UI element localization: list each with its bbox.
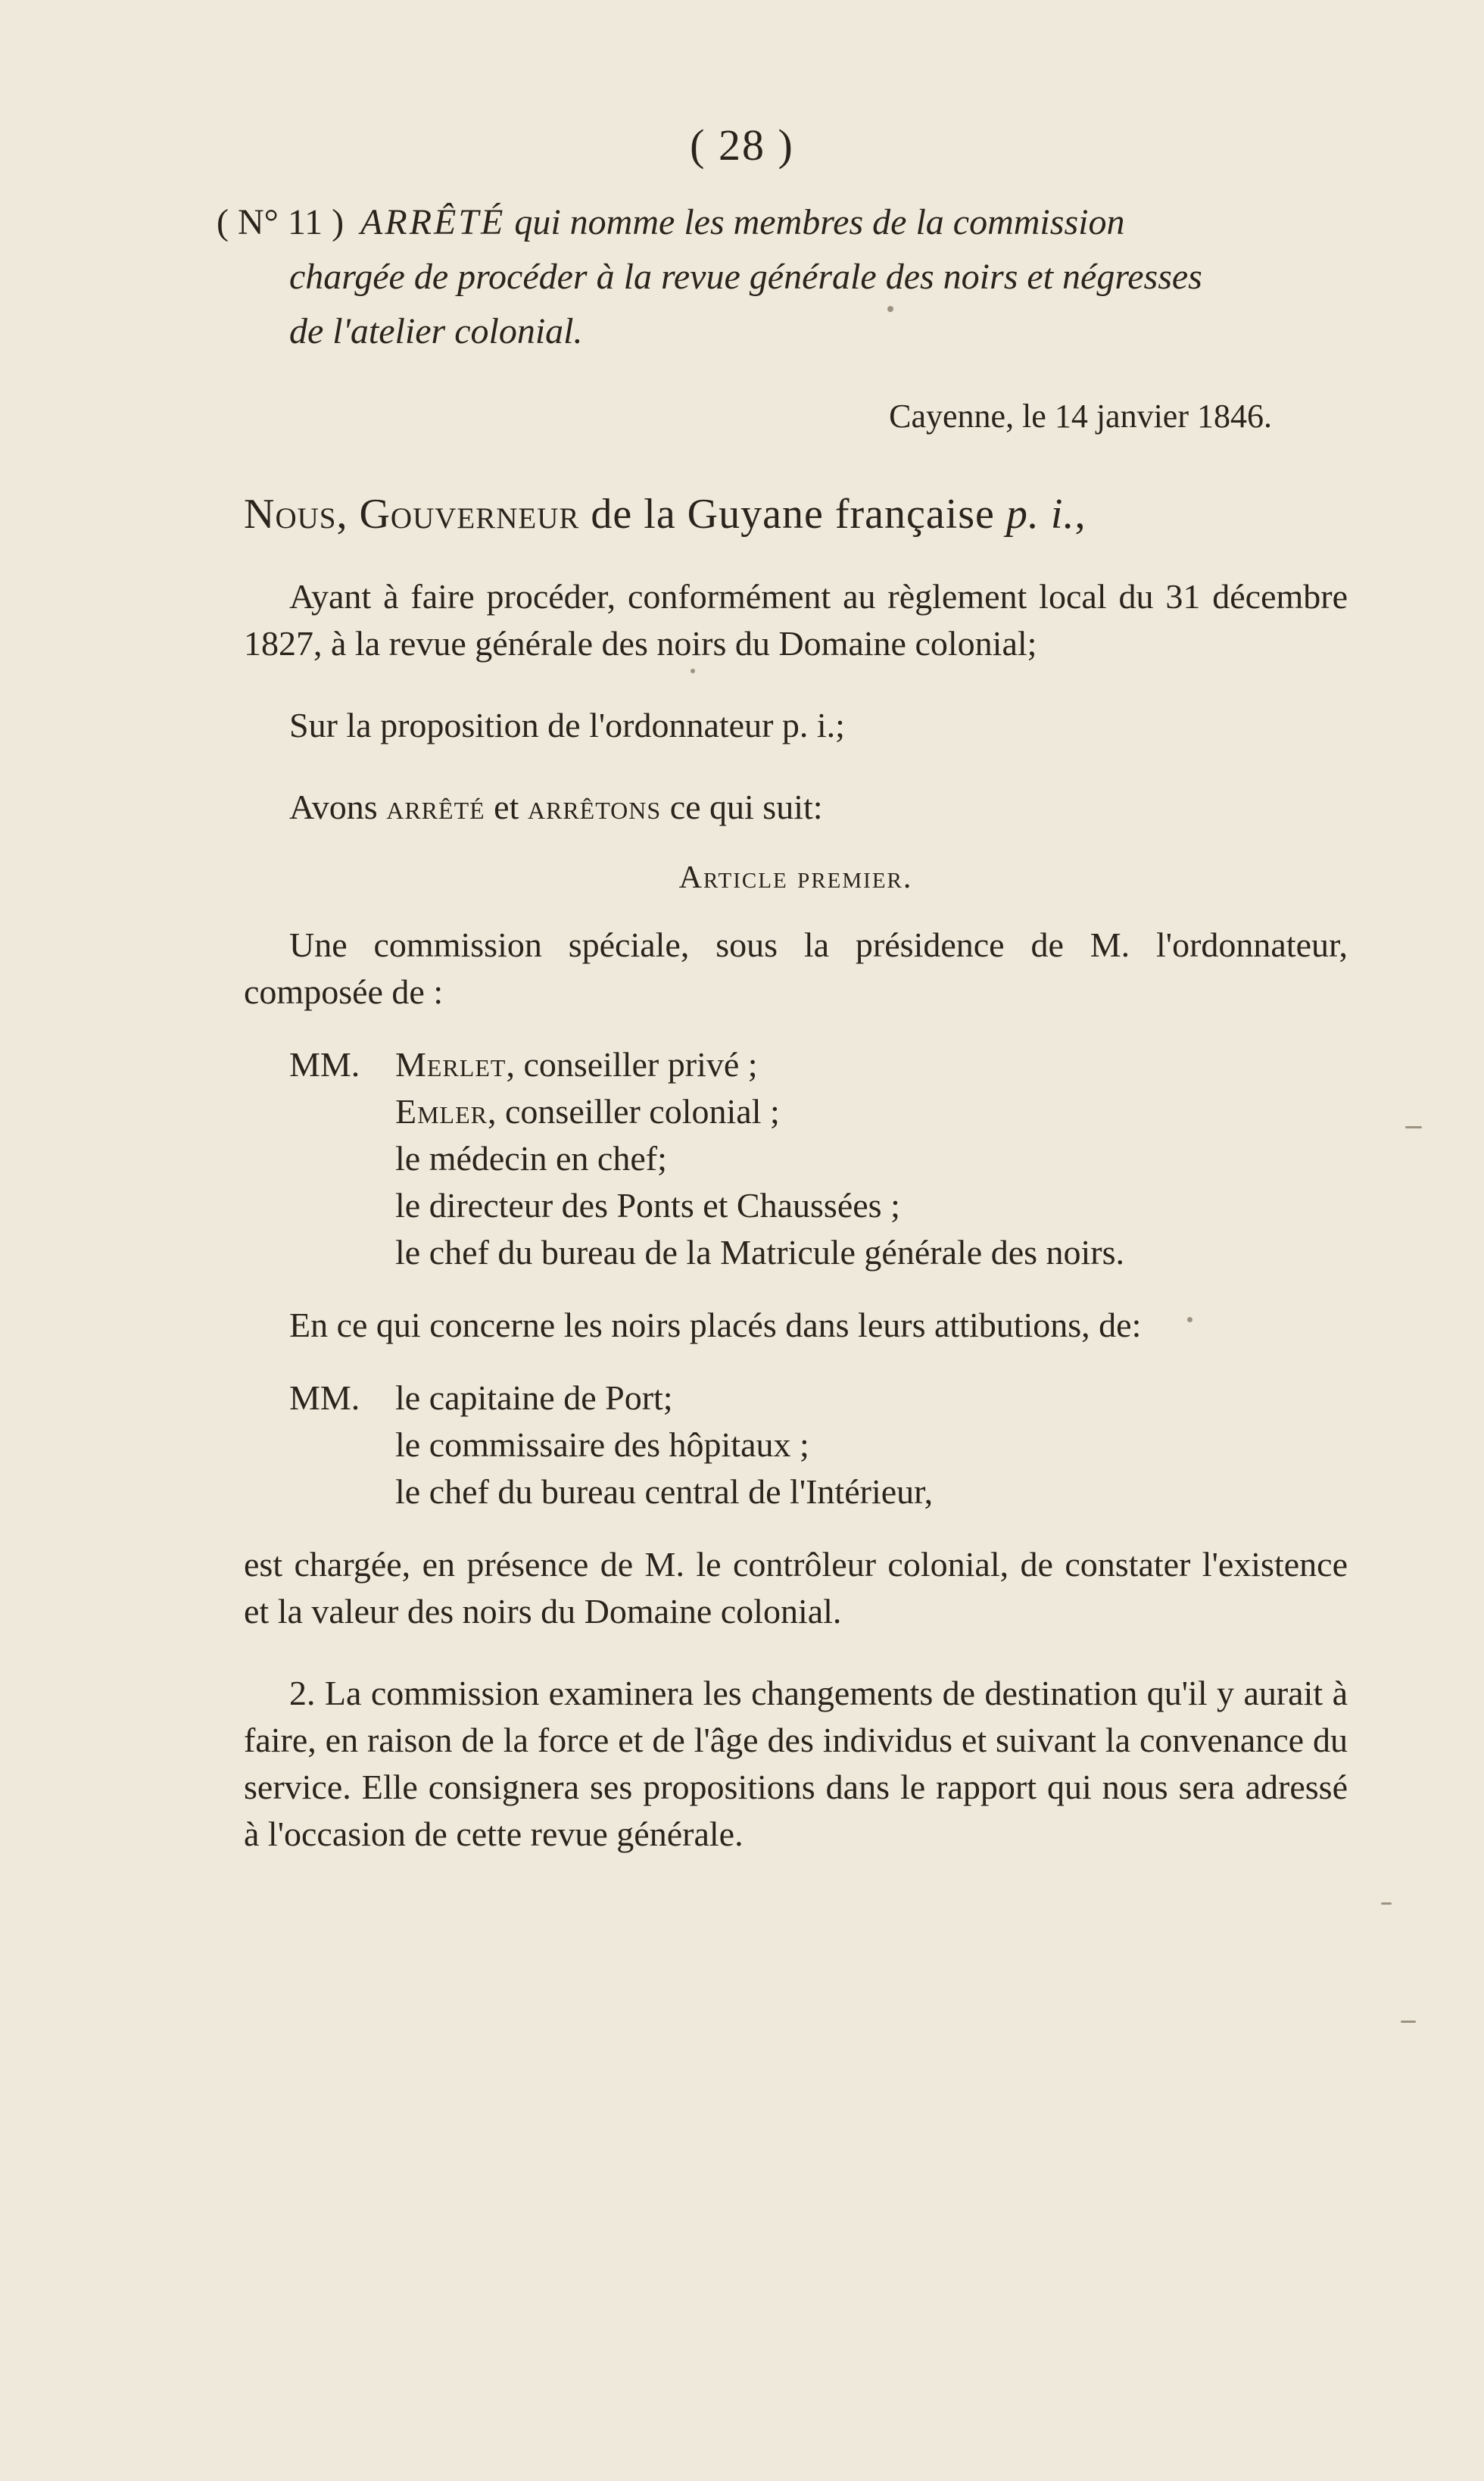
member-row: MM. Merlet, conseiller privé ; — [244, 1041, 1348, 1088]
mm-label: MM. — [289, 1045, 360, 1084]
decree-heading-line3: de l'atelier colonial. — [289, 311, 583, 351]
member-row: le chef du bureau de la Matricule générale des noirs. — [395, 1233, 1125, 1272]
preamble-gouverneur: Gouverneur — [359, 491, 580, 538]
member-name: Merlet — [395, 1045, 507, 1084]
mm-label: MM. — [289, 1378, 360, 1417]
decree-heading-line3-block — [244, 304, 1348, 359]
paper-speck — [691, 669, 695, 673]
commission-closing: est chargée, en présence de M. le contrôleur colonial, de constater l'existence et la valeur des noirs du Domaine colonial. — [244, 1545, 1348, 1631]
preamble-pi: p. i. — [1005, 491, 1075, 538]
decree-date: Cayenne, le 14 janvier 1846. — [889, 398, 1272, 435]
members-list — [244, 1041, 1348, 1276]
member-name: Emler — [395, 1092, 488, 1131]
decree-title: ARRÊTÉ — [360, 202, 506, 242]
member-row: MM. le capitaine de Port; — [244, 1375, 1348, 1422]
member-row: le commissaire des hôpitaux ; — [395, 1425, 809, 1464]
considerant-2: Sur la proposition de l'ordonnateur p. i.; — [289, 706, 845, 744]
paper-speck — [1381, 1902, 1392, 1905]
decree-heading-line1: qui nomme les membres de la commission — [514, 202, 1125, 242]
preamble: Nous, Gouverneur de la Guyane française p. i., — [244, 491, 1086, 538]
avons-arrete: Avons arrêté et arrêtons ce qui suit: — [289, 788, 823, 826]
preamble-nous: Nous — [244, 491, 337, 538]
preamble-rest: de la Guyane française — [591, 491, 995, 538]
article-title: Article premier. — [678, 860, 913, 895]
avons-arretons-word: arrêtons — [527, 788, 662, 826]
member-row: Emler, conseiller colonial ; — [395, 1092, 780, 1131]
member-row: le chef du bureau central de l'Intérieur, — [395, 1472, 934, 1511]
avons-arrete-word: arrêté — [386, 788, 485, 826]
paper-speck — [1401, 2021, 1416, 2023]
paper-speck — [1405, 1126, 1422, 1128]
commission-intro: Une commission spéciale, sous la présidence de M. l'ordonnateur, composée de : — [244, 925, 1348, 1011]
member-row: le directeur des Ponts et Chaussées ; — [395, 1186, 900, 1225]
document-body — [217, 195, 1348, 1858]
concerne-line: En ce qui concerne les noirs placés dans leurs attibutions, de: — [289, 1306, 1142, 1344]
paper-speck — [887, 306, 893, 312]
decree-heading-line2-block — [244, 250, 1348, 304]
member-row: le médecin en chef; — [395, 1139, 667, 1178]
members-list-2 — [244, 1375, 1348, 1515]
considerant-1: Ayant à faire procéder, conformément au règlement local du 31 décembre 1827, à la revue générale des noirs du Domaine colonial; — [244, 577, 1348, 663]
decree-number: ( N° 11 ) — [217, 202, 344, 242]
article-2: 2. La commission examinera les changements de destination qu'il y aurait à faire, en raison de la force et de l'âge des individus et suivant la convenance du service. Elle consignera ses propositions dans le rapport qui nous sera adressé à l'occasion de cette revue générale. — [244, 1674, 1348, 1853]
page-number: ( 28 ) — [690, 120, 794, 170]
paper-speck — [1187, 1317, 1192, 1322]
decree-heading-line2: chargée de procéder à la revue générale des noirs et négresses — [289, 257, 1202, 297]
decree-heading — [217, 195, 1348, 250]
